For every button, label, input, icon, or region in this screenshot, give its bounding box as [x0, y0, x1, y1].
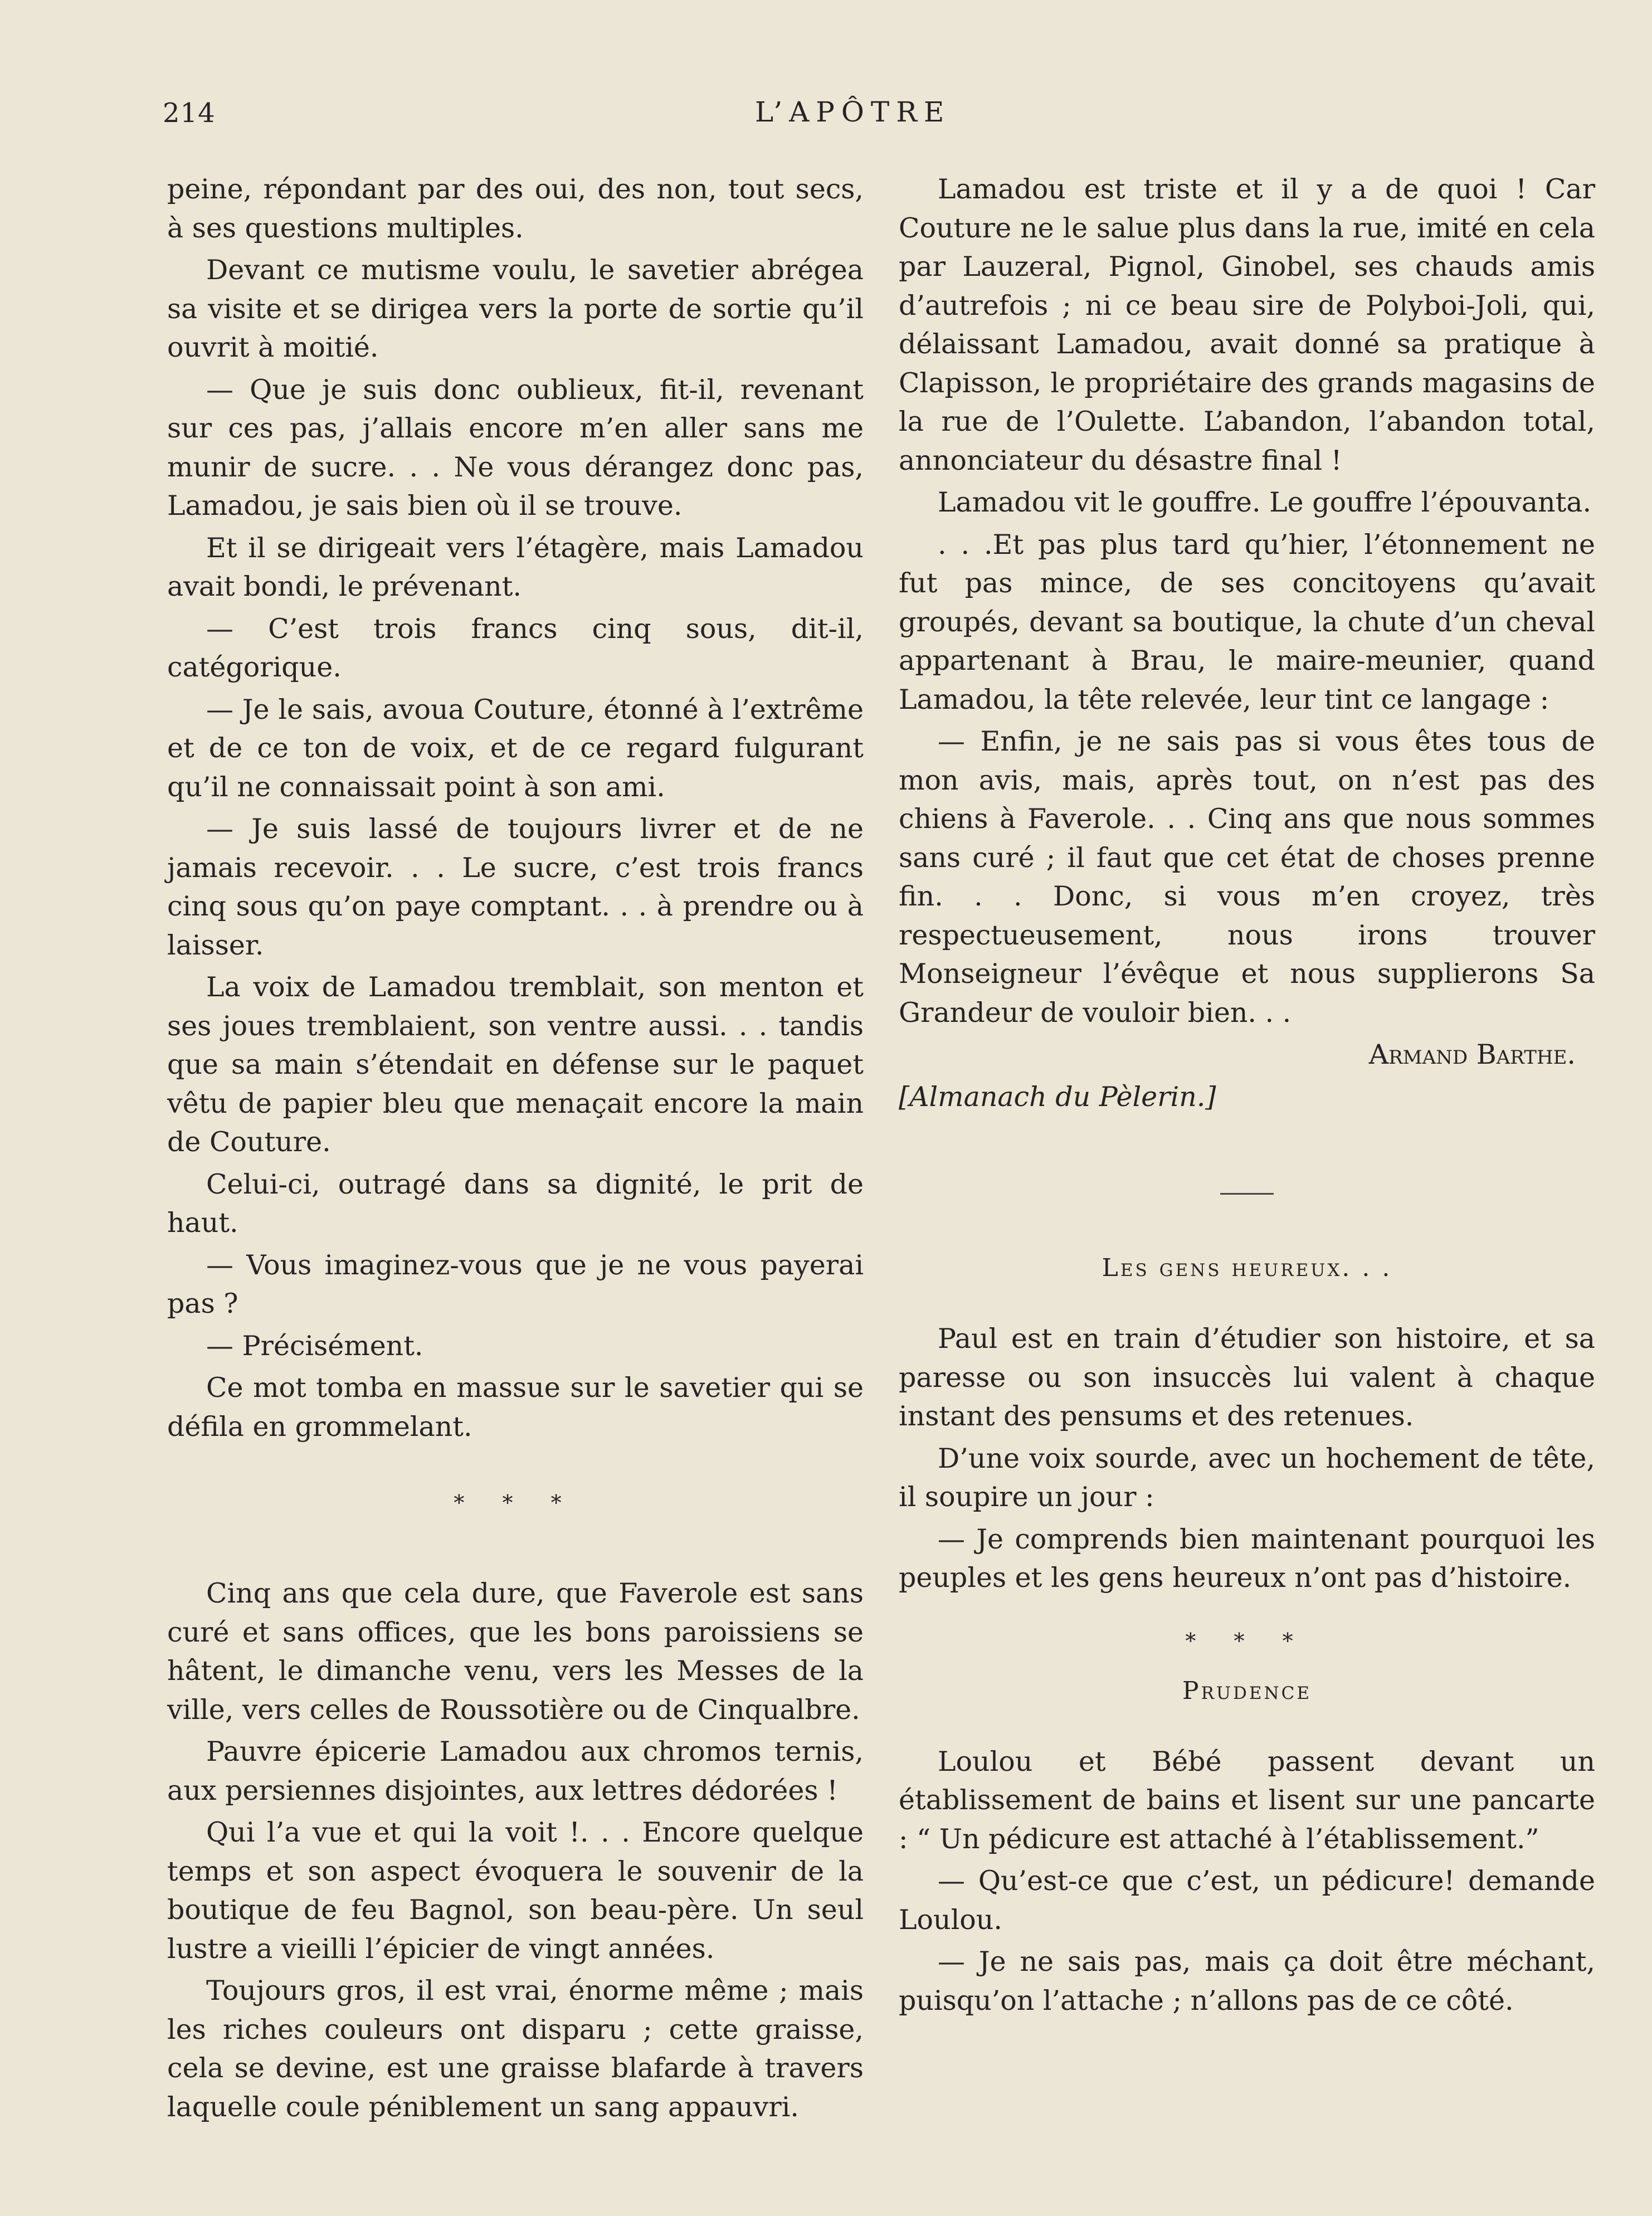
page-number: 214 — [163, 98, 216, 129]
paragraph: — Je ne sais pas, mais ça doit être méchant, puisqu’on l’attache ; n’allons pas de ce côté. — [899, 1946, 1595, 2017]
asterism-text: * * * — [1185, 1628, 1309, 1653]
section-heading: Les gens heureux. . . — [1102, 1254, 1392, 1282]
source-text: [Almanach du Pèlerin.] — [899, 1080, 1216, 1113]
paragraph: Lamadou vit le gouffre. Le gouffre l’épouvanta. — [938, 486, 1592, 518]
right-column — [899, 170, 1595, 2020]
paragraph: peine, répondant par des oui, des non, tout secs, à ses questions multiples. — [167, 173, 864, 244]
paragraph: — Je comprends bien maintenant pourquoi les peuples et les gens heureux n’ont pas d’histoire. — [899, 1523, 1595, 1594]
paragraph: — Précisément. — [206, 1329, 423, 1362]
paragraph: Et il se dirigeait vers l’étagère, mais Lamadou avait bondi, le prévenant. — [167, 532, 864, 602]
paragraph: Loulou et Bébé passent devant un établissement de bains et lisent sur une pancarte : “ Un pédicure est attaché à l’établissement.” — [899, 1745, 1595, 1855]
paragraph: Devant ce mutisme voulu, le savetier abrégea sa visite et se dirigea vers la porte de sortie qu’il ouvrit à moitié. — [167, 254, 864, 363]
asterism-divider — [167, 1492, 864, 1514]
asterism-divider — [899, 1630, 1595, 1652]
paragraph: — Qu’est-ce que c’est, un pédicure! demande Loulou. — [899, 1865, 1595, 1936]
paragraph: Qui l’a vue et qui la voit !. . . Encore quelque temps et son aspect évoquera le souvenir de la boutique de feu Bagnol, son beau-père. Un seul lustre a vieilli l’épicier de vingt années. — [167, 1816, 864, 1965]
running-title: L’APÔTRE — [755, 96, 951, 128]
paragraph: — Enfin, je ne sais pas si vous êtes tous de mon avis, mais, après tout, on n’est pas des chiens à Faverole. . . Cinq ans que nous sommes sans curé ; il faut que cet état de choses prenne fin. . . Donc, si vous m’en croyez, très respectueusement, nous irons trouver Monseigneur l’évêque et nous supplierons Sa Grandeur de vouloir bien. . . — [899, 725, 1595, 1029]
paragraph: D’une voix sourde, avec un hochement de tête, il soupire un jour : — [899, 1442, 1595, 1513]
paragraph: Celui-ci, outragé dans sa dignité, le prit de haut. — [167, 1168, 864, 1239]
left-column — [167, 170, 864, 2126]
paragraph: La voix de Lamadou tremblait, son menton et ses joues tremblaient, son ventre aussi. . . tandis que sa main s’étendait en défense sur le paquet vêtu de papier bleu que menaçait encore la main de Couture. — [167, 971, 864, 1158]
paragraph: — C’est trois francs cinq sous, dit-il, catégorique. — [167, 612, 864, 683]
paragraph: Ce mot tomba en massue sur le savetier qui se défila en grommelant. — [167, 1372, 864, 1443]
paragraph: Paul est en train d’étudier son histoire, et sa paresse ou son insuccès lui valent à chaque instant des pensums et des retenues. — [899, 1323, 1595, 1432]
section-divider — [1220, 1193, 1274, 1195]
paragraph: Toujours gros, il est vrai, énorme même ; mais les riches couleurs ont disparu ; cette graisse, cela se devine, est une graisse blafarde à travers laquelle coule péniblement un sang appauvri. — [167, 1975, 864, 2123]
paragraph: Cinq ans que cela dure, que Faverole est sans curé et sans offices, que les bons paroissiens se hâtent, le dimanche venu, vers les Messes de la ville, vers celles de Roussotière ou de Cinqualbre. — [167, 1577, 864, 1726]
source-citation — [899, 1078, 1595, 1117]
author-signature: Armand Barthe. — [1368, 1039, 1576, 1070]
paragraph: — Que je suis donc oublieux, fit-il, revenant sur ces pas, j’allais encore m’en aller sans me munir de sucre. . . Ne vous dérangez donc pas, Lamadou, je sais bien où il se trouve. — [167, 373, 864, 522]
paragraph: Pauvre épicerie Lamadou aux chromos ternis, aux persiennes disjointes, aux lettres dédorées ! — [167, 1736, 864, 1806]
paragraph: — Je suis lassé de toujours livrer et de ne jamais recevoir. . . Le sucre, c’est trois francs cinq sous qu’on paye comptant. . . à prendre ou à laisser. — [167, 813, 864, 961]
section-heading: Prudence — [1182, 1676, 1312, 1705]
paragraph: . . .Et pas plus tard qu’hier, l’étonnement ne fut pas mince, de ses concitoyens qu’avait groupés, devant sa boutique, la chute d’un cheval appartenant à Brau, le maire-meunier, quand Lamadou, la tête relevée, leur tint ce langage : — [899, 528, 1595, 715]
asterism-text: * * * — [454, 1491, 577, 1515]
paragraph: Lamadou est triste et il y a de quoi ! Car Couture ne le salue plus dans la rue, imité en cela par Lauzeral, Pignol, Ginobel, ses chauds amis d’autrefois ; ni ce beau sire de Polyboi-Joli, qui, délaissant Lamadou, avait donné sa pratique à Clapisson, le propriétaire des grands magasins de la rue de l’Oulette. L’abandon, l’abandon total, annonciateur du désastre final ! — [899, 173, 1595, 476]
paragraph: — Je le sais, avoua Couture, étonné à l’extrême et de ce ton de voix, et de ce regard fulgurant qu’il ne connaissait point à son ami. — [167, 693, 864, 803]
paragraph: — Vous imaginez-vous que je ne vous payerai pas ? — [167, 1249, 864, 1319]
